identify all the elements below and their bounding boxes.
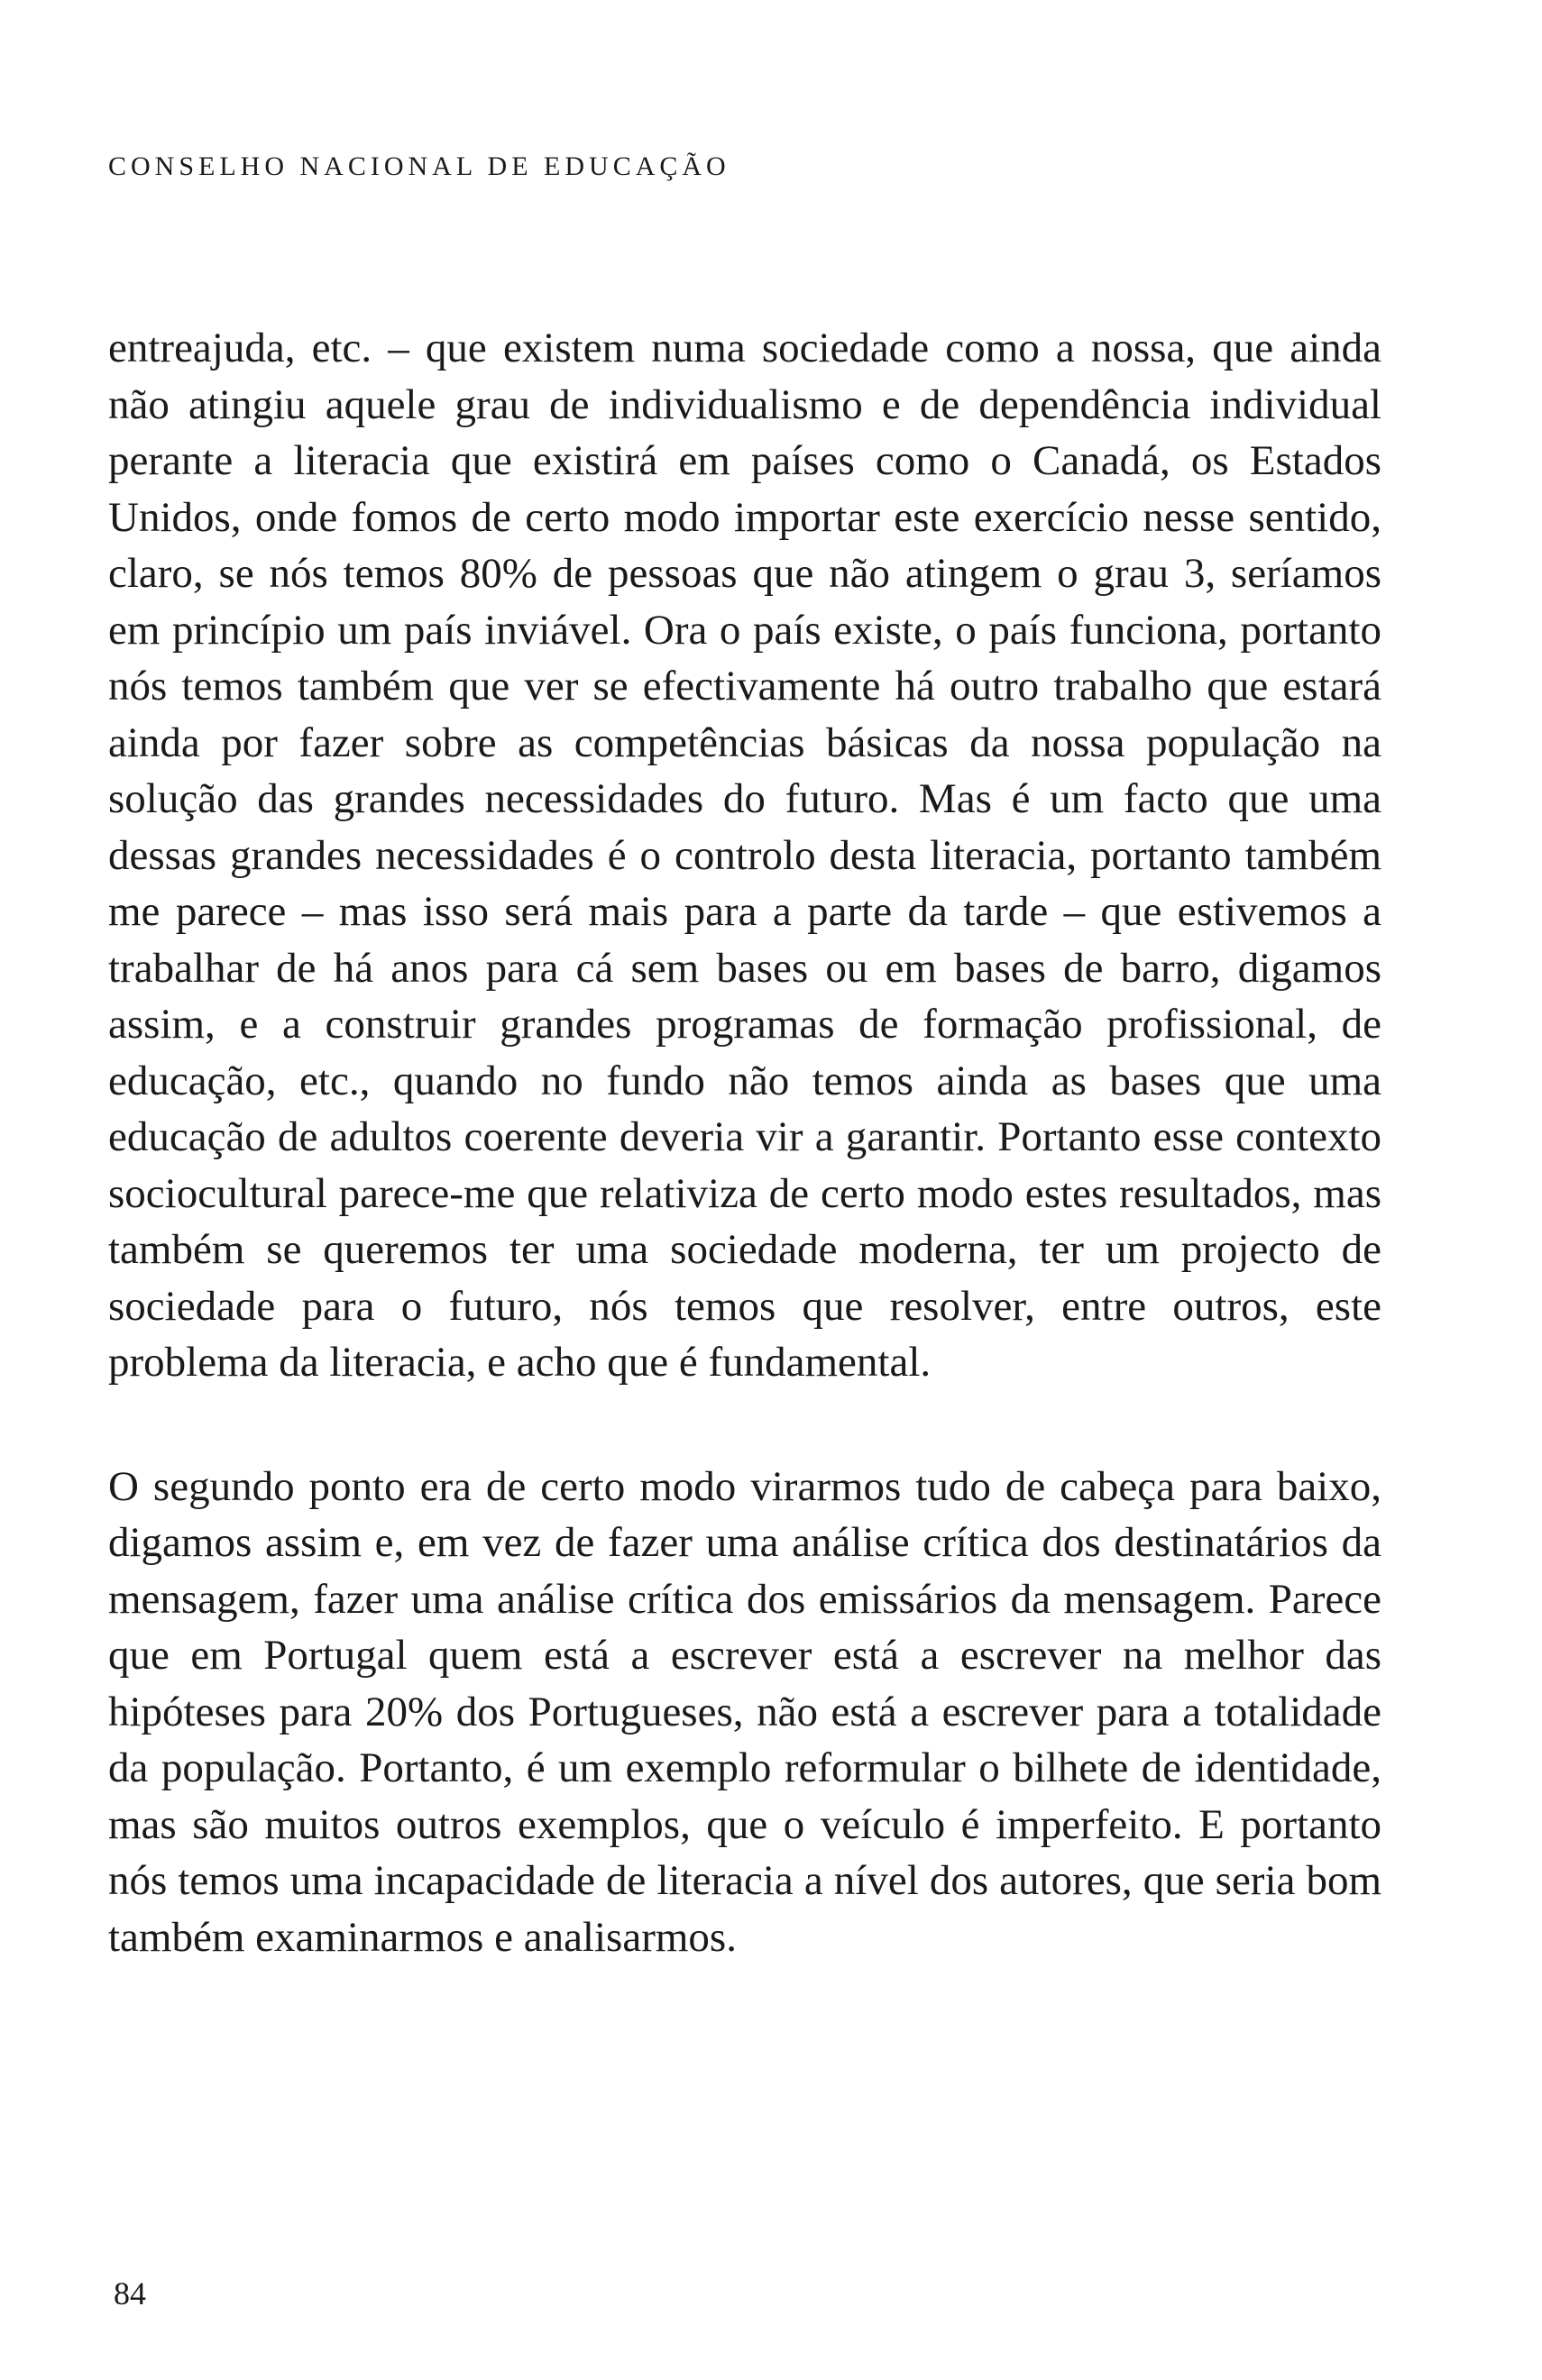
body-text bbox=[108, 320, 1381, 1965]
page-number: 84 bbox=[114, 2275, 146, 2311]
paragraph-2: O segundo ponto era de certo modo virarmos tudo de cabeça para baixo, digamos assim e, em vez de fazer uma análise crítica dos destinatários da mensagem, fazer uma análise crítica dos emissários da mensagem. Parece que em Portugal quem está a escrever está a escrever na melhor das hipóteses para 20% dos Portugueses, não está a escrever para a totalidade da população. Portanto, é um exemplo reformular o bilhete de identidade, mas são muitos outros exemplos, que o veículo é imperfeito. E portanto nós temos uma incapacidade de literacia a nível dos autores, que seria bom também examinarmos e analisarmos. bbox=[108, 1462, 1381, 1961]
paragraph-1: entreajuda, etc. – que existem numa sociedade como a nossa, que ainda não atingiu aquele grau de individualismo e de dependência individual perante a literacia que existirá em países como o Canadá, os Estados Unidos, onde fomos de certo modo importar este exercício nesse sentido, claro, se nós temos 80% de pessoas que não atingem o grau 3, seríamos em princípio um país inviável. Ora o país existe, o país funciona, portanto nós temos também que ver se efectivamente há outro trabalho que estará ainda por fazer sobre as competências básicas da nossa população na solução das grandes necessidades do futuro. Mas é um facto que uma dessas grandes necessidades é o controlo desta literacia, portanto também me parece – mas isso será mais para a parte da tarde – que estivemos a trabalhar de há anos para cá sem bases ou em bases de barro, digamos assim, e a construir grandes programas de formação profissional, de educação, etc., quando no fundo não temos ainda as bases que uma educação de adultos coerente deveria vir a garantir. Portanto esse contexto sociocultural parece-me que relativiza de certo modo estes resultados, mas também se queremos ter uma sociedade moderna, ter um projecto de sociedade para o futuro, nós temos que resolver, entre outros, este problema da literacia, e acho que é fundamental. bbox=[108, 325, 1381, 1386]
running-header-title: CONSELHO NACIONAL DE EDUCAÇÃO bbox=[108, 151, 730, 181]
